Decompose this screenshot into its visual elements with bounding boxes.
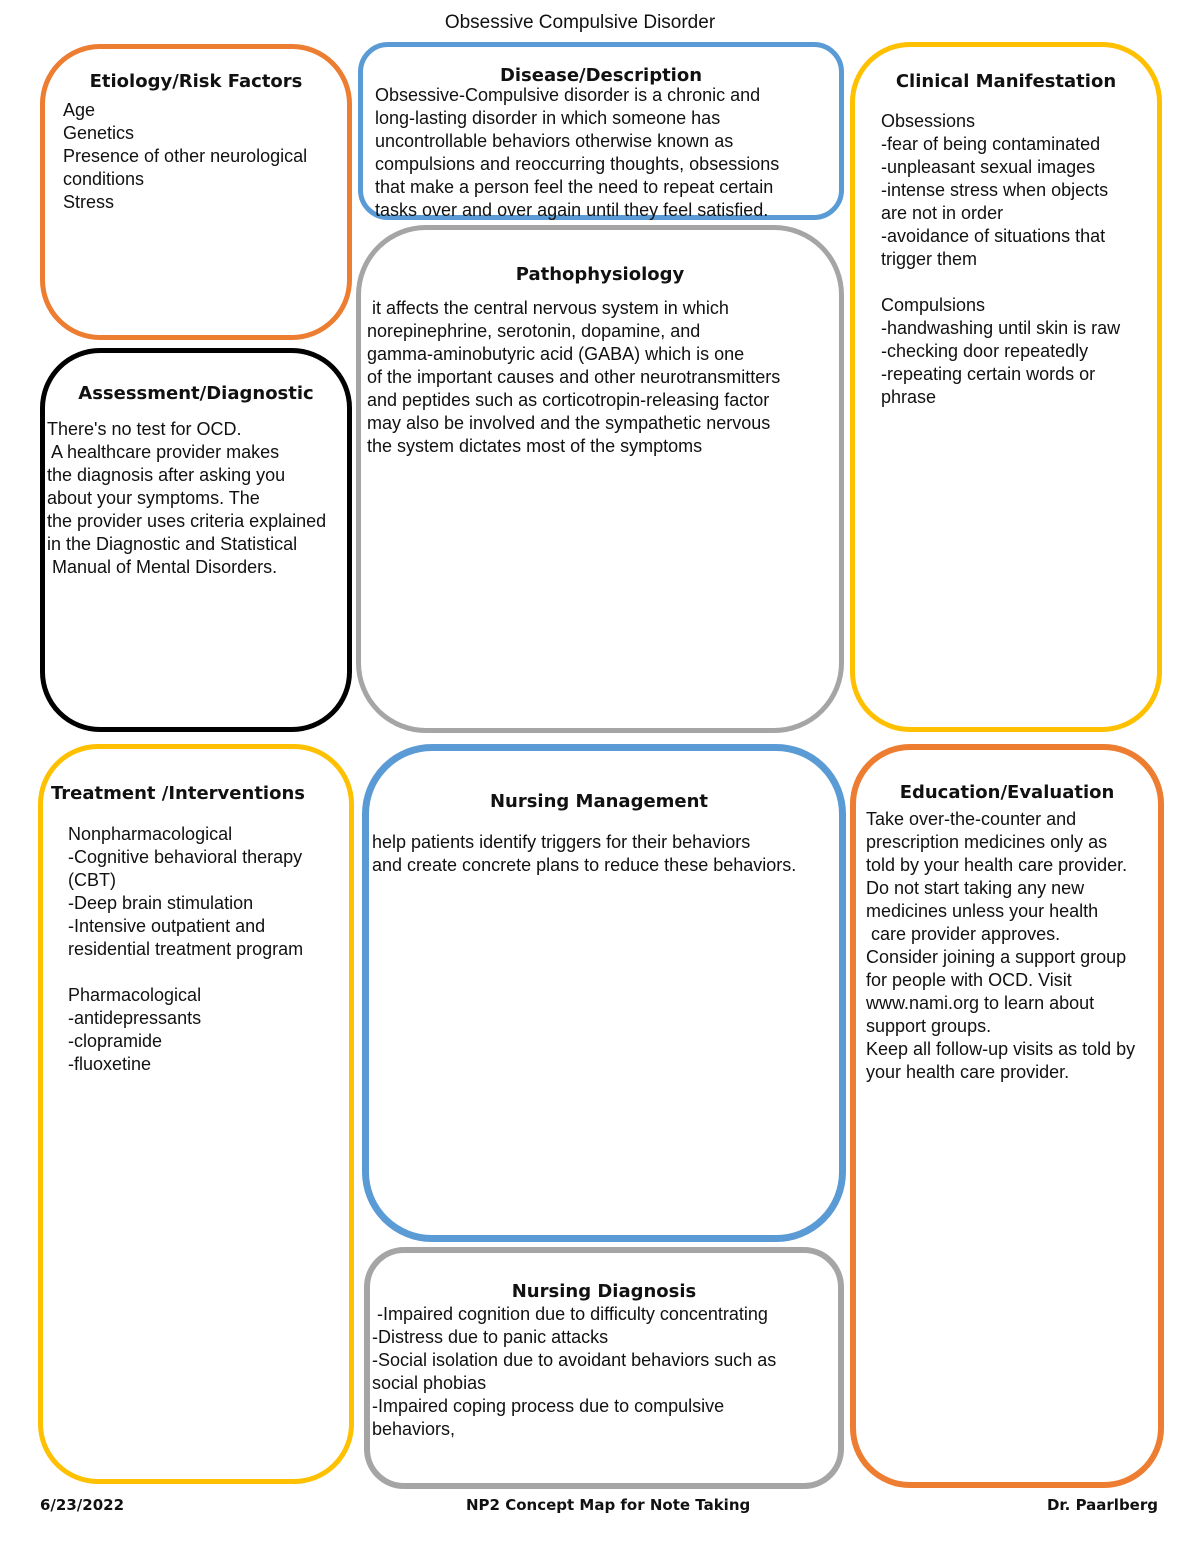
text-line: There's no test for OCD. <box>47 419 242 439</box>
text-line: Genetics <box>63 123 135 143</box>
text-line: Nonpharmacological <box>68 824 233 844</box>
text-line <box>68 961 303 984</box>
text-line: care provider approves. <box>866 924 1061 944</box>
text-line: the provider uses criteria explained <box>47 511 327 531</box>
assessment-title: Assessment/Diagnostic <box>78 383 314 404</box>
text-line: told by your health care provider. <box>866 855 1128 875</box>
text-line: Obsessive-Compulsive disorder is a chronic and <box>375 85 761 105</box>
clinical-text <box>881 110 1120 409</box>
nursing-diagnosis-box <box>364 1247 844 1489</box>
text-line: uncontrollable behaviors otherwise known as <box>375 131 734 151</box>
text-line: -avoidance of situations that <box>881 226 1106 246</box>
text-line: about your symptoms. The <box>47 488 260 508</box>
text-line: Compulsions <box>881 295 986 315</box>
text-line: -unpleasant sexual images <box>881 157 1096 177</box>
description-title: Disease/Description <box>499 65 703 86</box>
clinical-box <box>850 42 1162 732</box>
text-line: -fluoxetine <box>68 1054 152 1074</box>
description-text <box>375 84 779 222</box>
text-line: norepinephrine, serotonin, dopamine, and <box>367 321 701 341</box>
document-title: Obsessive Compulsive Disorder <box>444 12 716 33</box>
text-line: for people with OCD. Visit <box>866 970 1072 990</box>
nursing-management-box <box>362 744 846 1242</box>
treatment-title: Treatment /Interventions <box>51 783 305 804</box>
nursing-diagnosis-title: Nursing Diagnosis <box>511 1281 697 1302</box>
pathophysiology-box <box>356 225 844 733</box>
text-line: your health care provider. <box>866 1062 1070 1082</box>
text-line: -Intensive outpatient and <box>68 916 266 936</box>
text-line: -checking door repeatedly <box>881 341 1089 361</box>
text-line: are not in order <box>881 203 1004 223</box>
text-line: compulsions and reoccurring thoughts, obsessions <box>375 154 780 174</box>
assessment-text <box>47 418 326 579</box>
text-line: medicines unless your health <box>866 901 1099 921</box>
text-line: (CBT) <box>68 870 116 890</box>
pathophysiology-title: Pathophysiology <box>515 264 685 285</box>
text-line: -Social isolation due to avoidant behaviors such as <box>372 1350 777 1370</box>
clinical-title: Clinical Manifestation <box>895 71 1117 92</box>
assessment-box <box>40 348 352 732</box>
text-line: residential treatment program <box>68 939 304 959</box>
text-line: gamma-aminobutyric acid (GABA) which is one <box>367 344 745 364</box>
text-line: behaviors, <box>372 1419 456 1439</box>
text-line: A healthcare provider makes <box>47 442 280 462</box>
text-line: -Cognitive behavioral therapy <box>68 847 303 867</box>
text-line: prescription medicines only as <box>866 832 1108 852</box>
text-line: Age <box>63 100 96 120</box>
nursing-management-title: Nursing Management <box>489 791 709 812</box>
text-line: phrase <box>881 387 937 407</box>
text-line: Pharmacological <box>68 985 202 1005</box>
education-box <box>850 744 1164 1488</box>
text-line: it affects the central nervous system in which <box>367 298 729 318</box>
text-line: -handwashing until skin is raw <box>881 318 1121 338</box>
text-line: Presence of other neurological <box>63 146 308 166</box>
text-line: the diagnosis after asking you <box>47 465 286 485</box>
footer-author: Dr. Paarlberg <box>1046 1496 1158 1514</box>
treatment-box <box>38 744 354 1484</box>
text-line: tasks over and over again until they feel satisfied. <box>375 200 769 220</box>
text-line <box>881 271 1120 294</box>
text-line: long-lasting disorder in which someone has <box>375 108 721 128</box>
text-line: -clopramide <box>68 1031 163 1051</box>
nursing-diagnosis-text <box>372 1303 776 1441</box>
text-line: Do not start taking any new <box>866 878 1085 898</box>
text-line: -repeating certain words or <box>881 364 1096 384</box>
text-line: -Impaired coping process due to compulsive <box>372 1396 725 1416</box>
footer-center: NP2 Concept Map for Note Taking <box>466 1496 751 1514</box>
text-line: and create concrete plans to reduce these behaviors. <box>372 855 797 875</box>
etiology-text <box>63 99 307 214</box>
nursing-management-text <box>372 831 796 877</box>
education-title: Education/Evaluation <box>899 782 1115 803</box>
text-line: that make a person feel the need to repeat certain <box>375 177 774 197</box>
text-line: -Impaired cognition due to difficulty concentrating <box>372 1304 768 1324</box>
text-line: -fear of being contaminated <box>881 134 1101 154</box>
text-line: the system dictates most of the symptoms <box>367 436 703 456</box>
footer-date: 6/23/2022 <box>40 1496 125 1514</box>
text-line: Take over-the-counter and <box>866 809 1077 829</box>
pathophysiology-text <box>367 297 780 458</box>
education-text <box>866 808 1135 1084</box>
text-line: -Distress due to panic attacks <box>372 1327 609 1347</box>
text-line: -intense stress when objects <box>881 180 1109 200</box>
text-line: -Deep brain stimulation <box>68 893 254 913</box>
etiology-title: Etiology/Risk Factors <box>89 71 303 92</box>
text-line: trigger them <box>881 249 978 269</box>
text-line: Consider joining a support group <box>866 947 1127 967</box>
treatment-text <box>68 823 303 1076</box>
text-line: Keep all follow-up visits as told by <box>866 1039 1136 1059</box>
text-line: and peptides such as corticotropin-releasing factor <box>367 390 770 410</box>
description-box <box>358 42 844 220</box>
text-line: of the important causes and other neurotransmitters <box>367 367 781 387</box>
text-line: Obsessions <box>881 111 976 131</box>
etiology-box <box>40 44 352 340</box>
text-line: may also be involved and the sympathetic nervous <box>367 413 771 433</box>
text-line: social phobias <box>372 1373 487 1393</box>
text-line: help patients identify triggers for their behaviors <box>372 832 751 852</box>
text-line: conditions <box>63 169 145 189</box>
text-line: Stress <box>63 192 115 212</box>
text-line: www.nami.org to learn about <box>866 993 1095 1013</box>
text-line: Manual of Mental Disorders. <box>47 557 278 577</box>
text-line: in the Diagnostic and Statistical <box>47 534 298 554</box>
text-line: -antidepressants <box>68 1008 202 1028</box>
text-line: support groups. <box>866 1016 992 1036</box>
